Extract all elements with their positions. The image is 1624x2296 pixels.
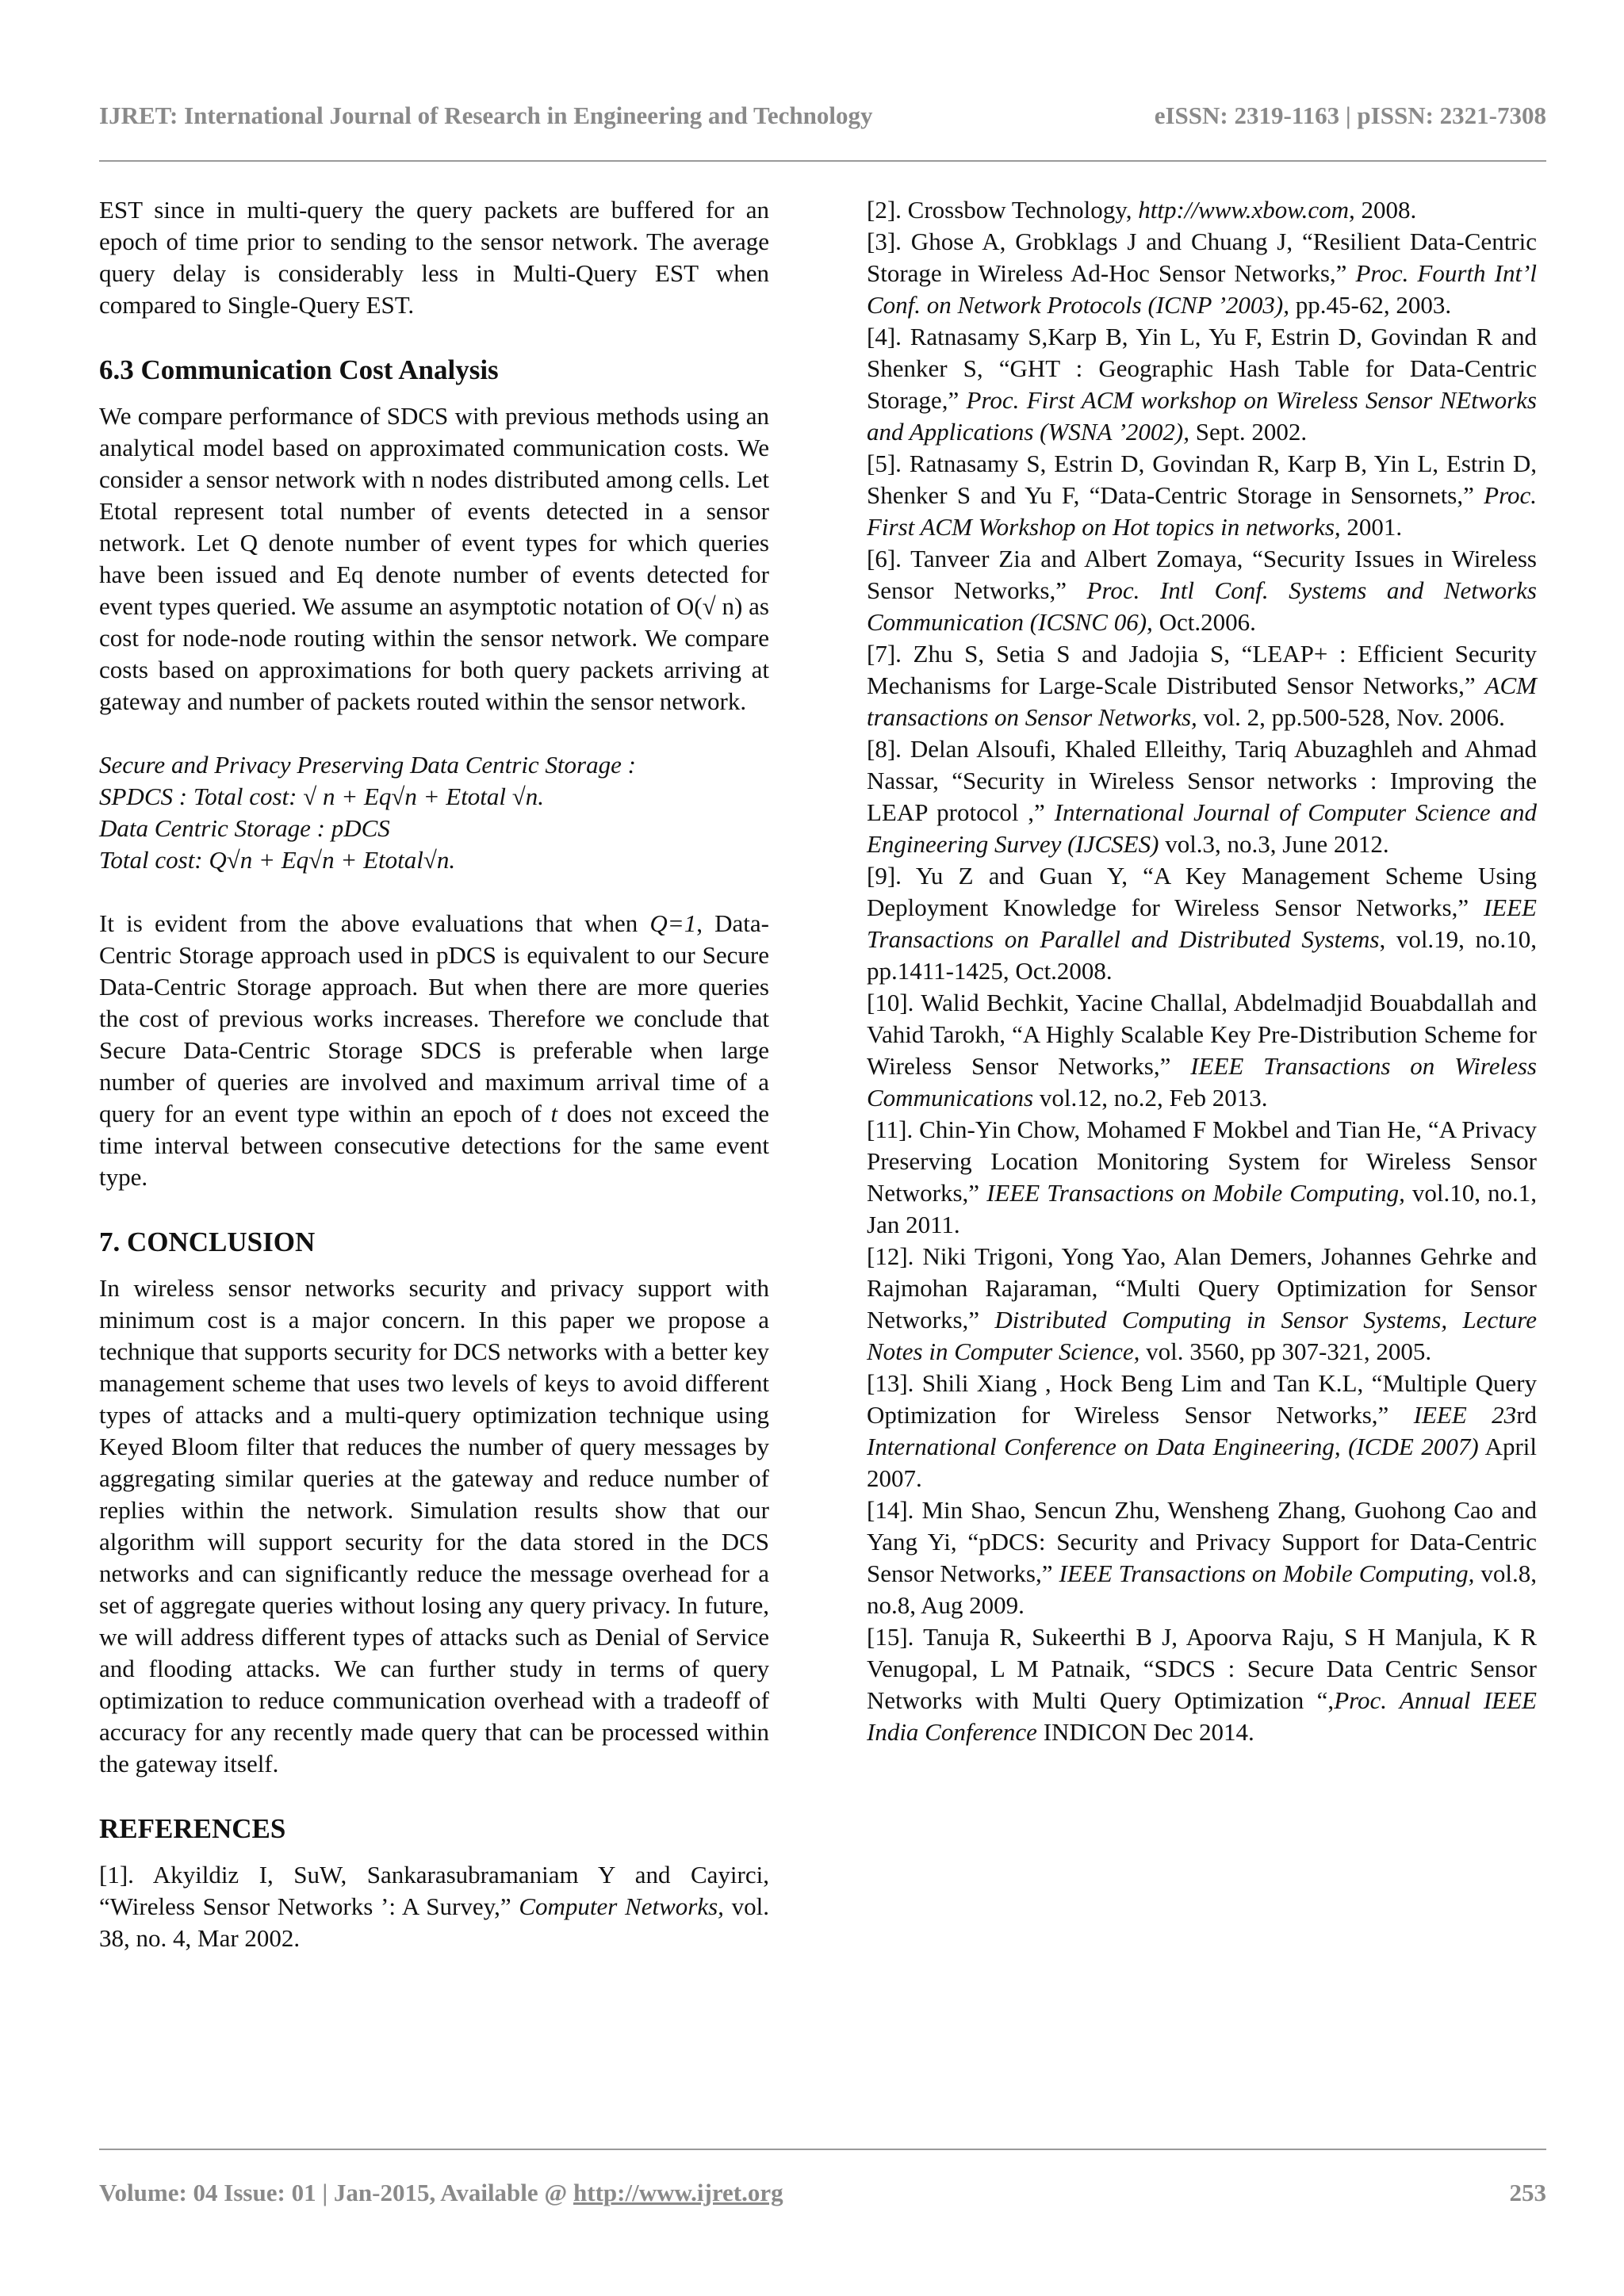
reference-10: [10]. Walid Bechkit, Yacine Challal, Abdelmadjid Bouabdallah and Vahid Tarokh, “A Highly Scalable Key Pre-Distribution Scheme for Wireless Sensor Networks,” IEEE Transactions on Wireless Communications vol.12, no.2, Feb 2013.: [867, 989, 1537, 1112]
reference-8: [8]. Delan Alsoufi, Khaled Elleithy, Tariq Abuzaghleh and Ahmad Nassar, “Security in Wireless Sensor networks : Improving the LEAP protocol ,” International Journal of Computer Science and Engineering Survey (IJCSES) vol.3, no.3, June 2012.: [867, 735, 1538, 858]
evaluation-paragraph: It is evident from the above evaluations that when Q=1, Data-Centric Storage approach used in pDCS is equivalent to our Secure Data-Centric Storage approach. But when there are more queries the cost of previous works increases. Therefore we conclude that Secure Data-Centric Storage SDCS is preferable when large number of queries are involved and maximum arrival time of a query for an event type within an epoch of t does not exceed the time interval between consecutive detections for the same event type.: [99, 909, 770, 1191]
references-heading: REFERENCES: [99, 1813, 286, 1844]
cost-formulas: [99, 749, 769, 876]
page-footer: [99, 2179, 1546, 2207]
formula-line: Secure and Privacy Preserving Data Centric Storage :: [99, 751, 636, 779]
reference-1: [1]. Akyildiz I, SuW, Sankarasubramaniam Y and Cayirci, “Wireless Sensor Networks ’: A Survey,” Computer Networks, vol. 38, no. 4, Mar 2002.: [99, 1861, 769, 1952]
issn-info: eISSN: 2319-1163 | pISSN: 2321-7308: [1154, 101, 1546, 129]
journal-link[interactable]: http://www.ijret.org: [573, 2179, 783, 2206]
section-6-3-paragraph: We compare performance of SDCS with previous methods using an analytical model based on approximated communication costs. We consider a sensor network with n nodes distributed among cells. Let Etotal represent total number of events detected in a sensor network. Let Q denote number of event types for which queries have been issued and Eq denote number of events detected for event types queried. We assume an asymptotic notation of O(√ n) as cost for node-node routing within the sensor network. We compare costs based on approximations for both query packets arriving at gateway and number of packets routed within the sensor network.: [99, 402, 769, 715]
volume-info: Volume: 04 Issue: 01 | Jan-2015, Available @: [99, 2179, 574, 2206]
formula-line: SPDCS : Total cost: √ n + Eq√n + Etotal √n.: [99, 783, 545, 810]
reference-5: [5]. Ratnasamy S, Estrin D, Govindan R, Karp B, Yin L, Estrin D, Shenker S and Yu F, “Data-Centric Storage in Sensornets,” Proc. First ACM Workshop on Hot topics in networks, 2001.: [867, 450, 1537, 541]
section-6-3-heading: 6.3 Communication Cost Analysis: [99, 354, 499, 385]
intro-paragraph: EST since in multi-query the query packets are buffered for an epoch of time prior to sending to the sensor network. The average query delay is considerably less in Multi-Query EST when compared to Single-Query EST.: [99, 196, 769, 319]
conclusion-heading: 7. CONCLUSION: [99, 1226, 316, 1257]
conclusion-paragraph: In wireless sensor networks security and privacy support with minimum cost is a major concern. In this paper we propose a technique that supports security for DCS networks with a better key management scheme that uses two levels of keys to avoid different types of attacks and a multi-query optimization technique using Keyed Bloom filter that reduces the number of query messages by aggregating similar queries at the gateway and reduce number of replies within the network. Simulation results show that our algorithm will support security for the data stored in the DCS networks and can significantly reduce the message overhead for a set of aggregate queries without losing any query privacy. In future, we will address different types of attacks such as Denial of Service and flooding attacks. We can further study in terms of query optimization to reduce communication overhead with a tradeoff of accuracy for any recently made query that can be processed within the gateway itself.: [99, 1274, 769, 1777]
reference-13: [13]. Shili Xiang , Hock Beng Lim and Tan K.L, “Multiple Query Optimization for Wireless Sensor Networks,” IEEE 23rd International Conference on Data Engineering, (ICDE 2007) April 2007.: [867, 1369, 1538, 1492]
reference-12: [12]. Niki Trigoni, Yong Yao, Alan Demers, Johannes Gehrke and Rajmohan Rajaraman, “Multi Query Optimization for Sensor Networks,” Distributed Computing in Sensor Systems, Lecture Notes in Computer Science, vol. 3560, pp 307-321, 2005.: [867, 1242, 1537, 1365]
formula-line: Total cost: Q√n + Eq√n + Etotal√n.: [99, 846, 456, 874]
reference-9: [9]. Yu Z and Guan Y, “A Key Management Scheme Using Deployment Knowledge for Wireless Sensor Networks,” IEEE Transactions on Parallel and Distributed Systems, vol.19, no.10, pp.1411-1425, Oct.2008.: [867, 862, 1537, 985]
page-header: [99, 94, 1546, 141]
formula-line: Data Centric Storage : pDCS: [99, 814, 390, 842]
header-divider: [99, 160, 1546, 162]
reference-11: [11]. Chin-Yin Chow, Mohamed F Mokbel and Tian He, “A Privacy Preserving Location Monitoring System for Wireless Sensor Networks,” IEEE Transactions on Mobile Computing, vol.10, no.1, Jan 2011.: [867, 1115, 1538, 1238]
reference-15: [15]. Tanuja R, Sukeerthi B J, Apoorva Raju, S H Manjula, K R Venugopal, L M Patnaik, “SDCS : Secure Data Centric Sensor Networks with Multi Query Optimization “,Proc. Annual IEEE India Conference INDICON Dec 2014.: [867, 1623, 1537, 1746]
page-number: 253: [1509, 2179, 1546, 2206]
right-column: [867, 194, 1537, 1748]
reference-2: [2]. Crossbow Technology, http://www.xbow.com, 2008.: [867, 196, 1417, 224]
reference-3: [3]. Ghose A, Grobklags J and Chuang J, “Resilient Data-Centric Storage in Wireless Ad-Hoc Sensor Networks,” Proc. Fourth Int’l Conf. on Network Protocols (ICNP ’2003), pp.45-62, 2003.: [867, 228, 1537, 319]
reference-14: [14]. Min Shao, Sencun Zhu, Wensheng Zhang, Guohong Cao and Yang Yi, “pDCS: Security and Privacy Support for Data-Centric Sensor Networks,” IEEE Transactions on Mobile Computing, vol.8, no.8, Aug 2009.: [867, 1496, 1538, 1619]
reference-4: [4]. Ratnasamy S,Karp B, Yin L, Yu F, Estrin D, Govindan R and Shenker S, “GHT : Geographic Hash Table for Data-Centric Storage,” Proc. First ACM workshop on Wireless Sensor NEtworks and Applications (WSNA ’2002), Sept. 2002.: [867, 323, 1537, 446]
reference-7: [7]. Zhu S, Setia S and Jadojia S, “LEAP+ : Efficient Security Mechanisms for Large-Scale Distributed Sensor Networks,” ACM transactions on Sensor Networks, vol. 2, pp.500-528, Nov. 2006.: [867, 640, 1537, 731]
left-column: [99, 194, 769, 1954]
footer-divider: [99, 2149, 1546, 2150]
journal-title: IJRET: International Journal of Research in Engineering and Technology: [99, 101, 873, 129]
reference-6: [6]. Tanveer Zia and Albert Zomaya, “Security Issues in Wireless Sensor Networks,” Proc. Intl Conf. Systems and Networks Communication (ICSNC 06), Oct.2006.: [867, 545, 1537, 636]
